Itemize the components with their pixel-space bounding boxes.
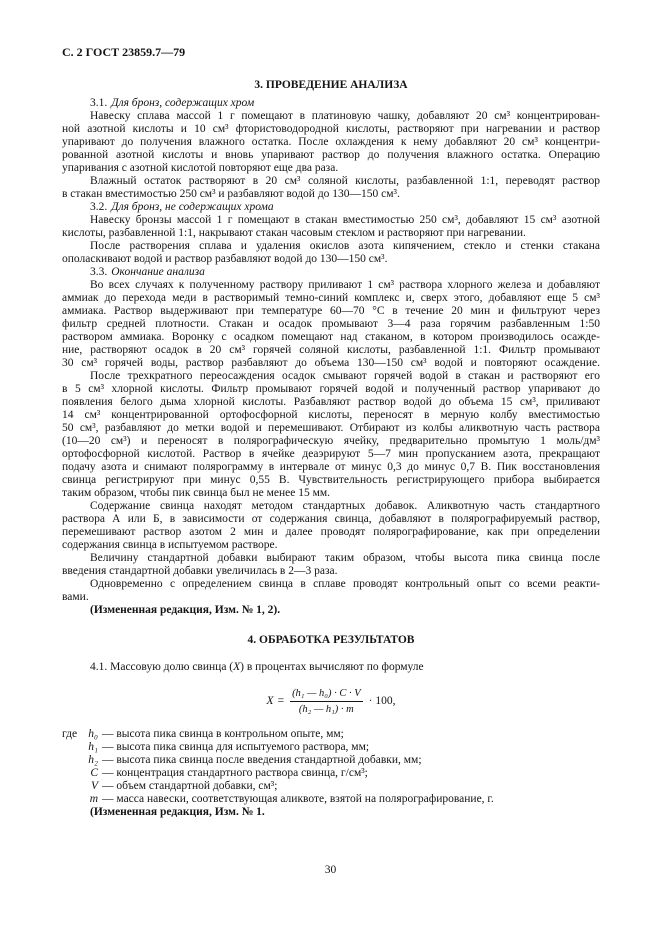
legend-symbol: h₁ [88, 741, 98, 753]
text-line: 14 см³ концентрированной ортофосфорной кислоты, переносят в мерную колбу вместимостью [62, 409, 600, 421]
clause-title: Окончание анализа [111, 266, 205, 278]
text-line: кислоты, разбавленной 1:1, накрывают стакан часовым стеклом и растворяют при нагревании. [62, 227, 526, 239]
page-header: С. 2 ГОСТ 23859.7—79 [62, 45, 186, 59]
paragraph-3-2-b [62, 240, 600, 266]
legend-row [62, 754, 600, 767]
formula-fraction [290, 687, 363, 716]
formula-denominator: (h₂ — h₁) · m [298, 703, 354, 715]
formula-equals: = [277, 695, 285, 707]
legend-symbol: h₂ [88, 754, 98, 766]
text-line: аммиак до перехода меди в растворимый темно-синий комплекс и, сверх этого, добавляют еще 5 см³ [62, 292, 600, 304]
legend-text: — высота пика свинца для испытуемого раствора, мм; [102, 741, 370, 753]
text-line: Содержание свинца находят методом стандартных добавок. Аликвотную часть стандартного [90, 500, 600, 512]
paragraph-3-3-e [62, 578, 600, 604]
text-line: Навеску сплава массой 1 г помещают в платиновую чашку, добавляют 20 см³ концентрирован- [90, 110, 600, 122]
text-line: в 5 см³ хлорной кислоты. Фильтр промывают горячей водой и полученный раствор упаривают до [62, 383, 600, 395]
legend-symbol-cell [62, 754, 98, 767]
clause-number: 3.1. [90, 97, 108, 109]
clause-3-3-heading [62, 266, 600, 279]
text-line: введения стандартной добавки увеличилась в 2—3 раза. [62, 565, 338, 577]
legend-row [62, 780, 600, 793]
text-line: вами. [62, 591, 89, 603]
legend-text: — высота пика свинца в контрольном опыте, мм; [102, 728, 344, 740]
paragraph-3-3-a [62, 279, 600, 370]
text-line: После трехкратного переосаждения осадок смывают горячей водой в стакан и растворяют его [90, 370, 600, 382]
legend-row [62, 767, 600, 780]
text-line: Навеску бронзы массой 1 г помещают в стакан вместимостью 250 см³, добавляют 15 см³ азотной [90, 214, 600, 226]
paragraph-3-3-d [62, 552, 600, 578]
legend-row [62, 728, 600, 741]
paragraph-3-3-c [62, 500, 600, 552]
clause-title: Для бронз, не содержащих хрома [111, 201, 274, 213]
lead-fraction-formula [62, 674, 600, 728]
text-line: перемешивают раствор азотом 2 мин и далее проводят полярографирование, как при определении [62, 526, 600, 538]
text-line: рованной азотной кислоты и вновь упаривают раствор до получения влажного остатка. Операцию [62, 149, 600, 161]
text-line: Одновременно с определением свинца в сплаве проводят контрольный опыт со всеми реакти- [90, 578, 600, 590]
clause-title: Для бронз, содержащих хром [111, 97, 255, 109]
text-line: Во всех случаях к полученному раствору приливают 1 см³ раствора хлорного железа и добавляют [90, 279, 600, 291]
text-line: 30 см³ горячей воды, раствор разбавляют до объема 130—150 см³ водой и повторяют осаждение. [62, 357, 600, 369]
text-line: ополаскивают водой и раствор разбавляют водой до 130—150 см³. [62, 253, 388, 265]
clause-number: 3.3. [90, 266, 108, 278]
text-line: раствором аммиака. Воронку с осадком помещают над стаканом, в котором производилось осажде- [62, 331, 600, 343]
formula-multiplier: · 100, [368, 695, 396, 707]
formula-lhs: X [266, 695, 274, 707]
text-line: ние, растворяют осадок в 20 см³ горячей соляной кислоты, разбавленной 1:1. Фильтр промывают [62, 344, 600, 356]
legend-symbol-cell [62, 741, 98, 754]
clause-4-1-tail: ) в процентах вычисляют по формуле [240, 661, 424, 673]
text-line: фильтр средней плотности. Стакан и осадок промывают 3—4 раза горячим разбавленным 1:50 [62, 318, 600, 330]
legend-row [62, 793, 600, 806]
text-line: Величину стандартной добавки выбирают таким образом, чтобы высота пика свинца после [90, 552, 600, 564]
legend-row [62, 741, 600, 754]
text-line: подачу азота и снимают полярограмму в интервале от минус 0,3 до минус 0,7 В. Пик восстановления [62, 461, 600, 473]
document-body [62, 79, 600, 819]
legend-text: — высота пика свинца после введения стандартной добавки, мм; [102, 754, 422, 766]
text-line: 50 см³, разбавляют до метки водой и перемешивают. Отбирают из колбы аликвотную часть раствора [62, 422, 600, 434]
legend-symbol-cell [62, 728, 98, 741]
text-line: появления белого дыма хлорной кислоты. Разбавляют раствор водой до объема 15 см³, приливают [62, 396, 600, 408]
section-4-title: 4. ОБРАБОТКА РЕЗУЛЬТАТОВ [247, 634, 415, 646]
text-line: После растворения сплава и удаления окислов азота кипячением, стекло и стенки стакана [90, 240, 600, 252]
symbol-legend [62, 728, 600, 806]
text-line: содержания свинца в испытуемом растворе. [62, 539, 278, 551]
text-line: раствора А или Б, в зависимости от содержания свинца, добавляют в полярографируемый раствор, [62, 513, 600, 525]
clause-3-2-heading [62, 201, 600, 214]
paragraph-3-2-a [62, 214, 600, 240]
legend-symbol: V [90, 780, 98, 792]
text-line: в стакан вместимостью 250 см³ и разбавляют водой до 130—150 см³. [62, 188, 400, 200]
amendment-note-section-4: (Измененная редакция, Изм. № 1. [90, 806, 265, 818]
legend-symbol-cell [62, 767, 98, 780]
text-line: упаривания с азотной кислотой повторяют еще два раза. [62, 162, 339, 174]
text-line: (10—20 см³) и переносят в полярографическую ячейку, предварительно промытую 1 моль/дм³ [62, 435, 600, 447]
legend-text: — концентрация стандартного раствора свинца, г/см³; [102, 767, 368, 779]
paragraph-3-1-b [62, 175, 600, 201]
clause-3-1-heading [62, 97, 600, 110]
legend-symbol-cell [62, 780, 98, 793]
text-line: свинца регистрируют при минус 0,55 В. Чувствительность регистрирующего прибора выбирается [62, 474, 600, 486]
text-line: ной азотной кислоты и 10 см³ фтористоводородной кислоты, растворяют при нагревании и раствор [62, 123, 600, 135]
section-3-title: 3. ПРОВЕДЕНИЕ АНАЛИЗА [254, 79, 408, 91]
paragraph-3-1-a [62, 110, 600, 175]
paragraph-3-3-b [62, 370, 600, 500]
clause-4-1-variable: X [233, 661, 241, 673]
clause-4-1-text [62, 661, 600, 674]
legend-symbol-cell [62, 793, 98, 806]
text-line: Влажный остаток растворяют в 20 см³ соляной кислоты, разбавленной 1:1, переводят раствор [90, 175, 600, 187]
legend-text: — объем стандартной добавки, см³; [102, 780, 278, 792]
amendment-note-section-3: (Измененная редакция, Изм. № 1, 2). [90, 604, 281, 616]
where-word: где [62, 728, 78, 740]
clause-number: 3.2. [90, 201, 108, 213]
legend-symbol: h₀ [88, 728, 98, 740]
formula-numerator: (h₁ — h₀) · C · V [290, 687, 363, 702]
legend-text: — масса навески, соответствующая аликвоте, взятой на полярографирование, г. [102, 793, 494, 805]
text-line: таким образом, чтобы пик свинца был не менее 15 мм. [62, 487, 331, 499]
page-number: 30 [324, 864, 337, 876]
legend-symbol: m [89, 793, 98, 805]
text-line: аммиака. Раствор выдерживают при температуре 60—70 °С в течение 20 мин и фильтруют через [62, 305, 600, 317]
text-line: упаривают до получения влажного остатка. После охлаждения к нему добавляют 20 см³ концентри- [62, 136, 600, 148]
clause-4-1-lead: 4.1. Массовую долю свинца ( [90, 661, 234, 673]
legend-symbol: C [90, 767, 98, 779]
text-line: ортофосфорной кислотой. Раствор в ячейке деаэрируют 5—7 мин пропусканием азота, прекращают [62, 448, 600, 460]
